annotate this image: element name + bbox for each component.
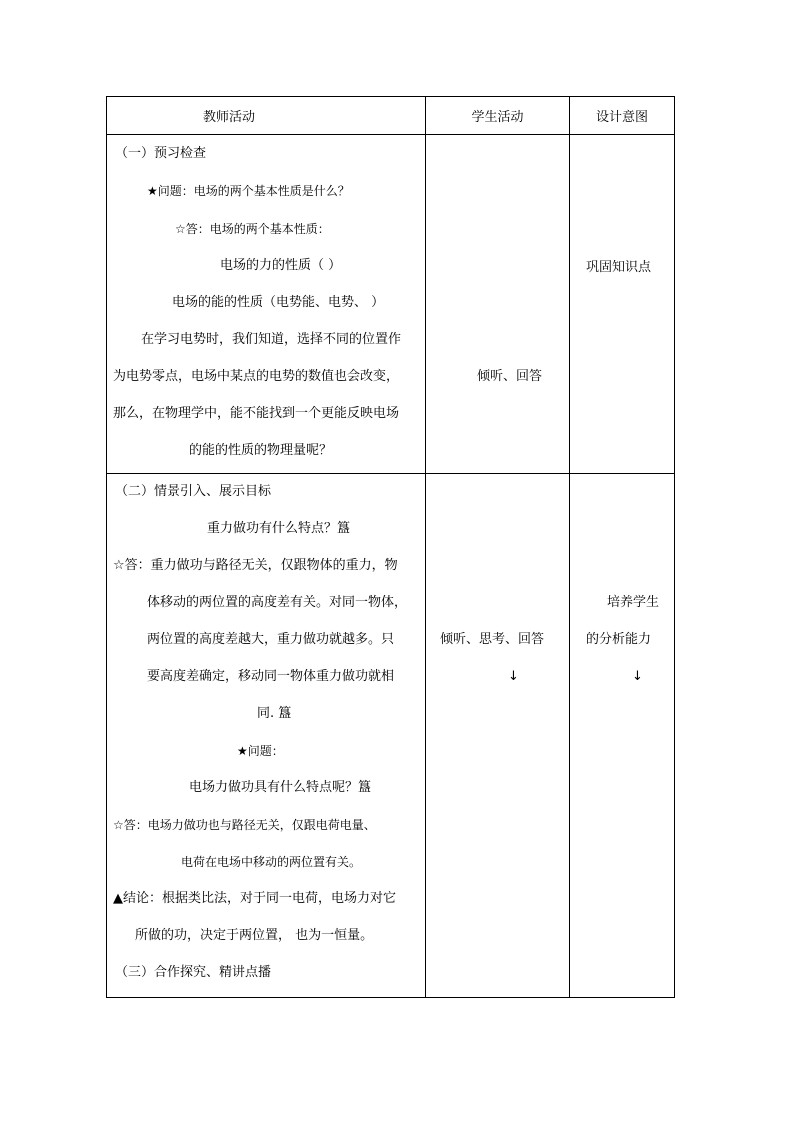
intent-text: 的分析能力 [586,632,652,647]
student-activity-text: 倾听、回答 [477,369,543,384]
answer-line: ☆答：电场力做功也与路径无关，仅跟电荷电量、 [113,818,376,832]
student-cell-2 [426,474,570,998]
section-title: （三）合作探究、精讲点播 [115,965,272,980]
answer-line: 同. 簋 [257,706,292,721]
answer-text: ☆答：电场的两个基本性质： [175,222,330,236]
intent-text: 巩固知识点 [586,260,652,275]
header-teacher-activity: 教师活动 [107,97,426,135]
table-header-row [107,97,675,135]
question-text: 重力做功有什么特点？簋 [207,521,351,536]
answer-line: 体移动的两位置的高度差有关。对同一物体， [147,595,408,610]
student-activity-text: 倾听、思考、回答 [440,632,545,647]
answer-line: 两位置的高度差越大，重力做功就越多。只 [147,632,395,647]
header-student-activity: 学生活动 [426,97,570,135]
down-arrow-icon: ↓ [508,669,519,684]
conclusion-line: ▲结论：根据类比法，对于同一电荷，电场力对它 [113,891,396,906]
teacher-cell-1 [107,135,426,474]
answer-line: ☆答：重力做功与路径无关，仅跟物体的重力，物 [113,558,398,573]
table-row-scenario-intro [107,474,675,998]
question-label: ★问题： [237,744,284,758]
conclusion-line: 所做的功，决定于两位置， 也为一恒量。 [135,928,374,943]
property-energy: 电场的能的性质（电势能、电势、 ） [172,295,385,310]
down-arrow-icon: ↓ [632,669,643,684]
stray-mark: 簋 [337,521,351,536]
intent-text: 培养学生 [607,595,660,610]
intent-cell-1 [570,135,675,474]
lesson-plan-table [106,96,675,998]
paragraph-line: 的能的性质的物理量呢？ [189,443,333,458]
student-cell-1 [426,135,570,474]
question-text: ★问题：电场的两个基本性质是什么？ [147,184,350,198]
question-text: 电场力做功具有什么特点呢？簋 [189,780,372,795]
stray-mark: 簋 [358,780,372,795]
table-row-preview-check [107,135,675,474]
property-force: 电场的力的性质（ ） [220,258,342,273]
intent-cell-2 [570,474,675,998]
section-title: （二）情景引入、展示目标 [115,484,272,499]
stray-mark: 簋 [278,706,292,721]
section-title: （一）预习检查 [115,146,207,161]
teacher-cell-2 [107,474,426,998]
paragraph-line: 那么，在物理学中，能不能找到一个更能反映电场 [113,406,400,421]
answer-line: 要高度差确定，移动同一物体重力做功就相 [147,669,395,684]
paragraph-line: 为电势零点，电场中某点的电势的数值也会改变， [113,369,400,384]
answer-line: 电荷在电场中移动的两位置有关。 [181,855,362,869]
header-design-intent: 设计意图 [570,97,675,135]
paragraph-line: 在学习电势时，我们知道，选择不同的位置作 [141,332,402,347]
